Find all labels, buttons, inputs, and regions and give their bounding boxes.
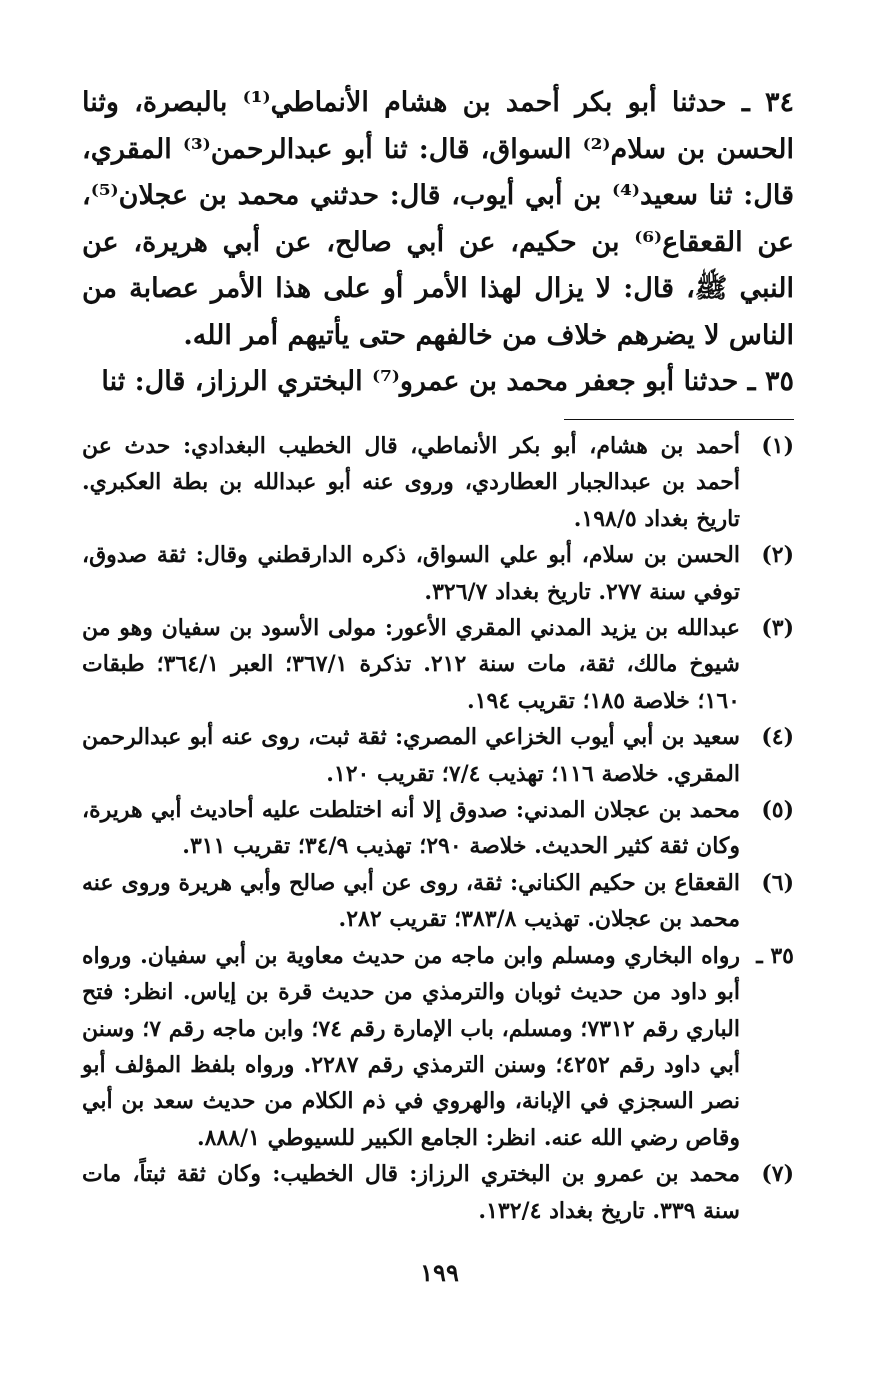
- footnote-item: [82, 1156, 794, 1229]
- footnote-text: سعيد بن أبي أيوب الخزاعي المصري: ثقة ثبت، روى عنه أبو عبدالرحمن المقري. خلاصة ١١٦؛ تهذيب ٧/٤؛ تقريب ١٢٠.: [82, 724, 740, 787]
- footnote-text: الحسن بن سلام، أبو علي السواق، ذكره الدارقطني وقال: ثقة صدوق، توفي سنة ٢٧٧. تاريخ بغداد ٣٢٦/٧.: [82, 542, 740, 605]
- hadith-34-paragraph: ٣٤ ـ حدثنا أبو بكر أحمد بن هشام الأنماطي⁽¹⁾ بالبصرة، وثنا الحسن بن سلام⁽²⁾ السواق، قال: ثنا أبو عبدالرحمن⁽³⁾ المقري، قال: ثنا سعيد⁽⁴⁾ بن أبي أيوب، قال: حدثني محمد بن عجلان⁽⁵⁾، عن القعقاع⁽⁶⁾ بن حكيم، عن أبي صالح، عن أبي هريرة، عن النبي ﷺ، قال: لا يزال لهذا الأمر أو على هذا الأمر عصابة من الناس لا يضرهم خلاف من خالفهم حتى يأتيهم أمر الله.: [82, 87, 794, 351]
- footnote-text: أحمد بن هشام، أبو بكر الأنماطي، قال الخطيب البغدادي: حدث عن أحمد بن عبدالجبار العطاردي، وروى عنه أبو عبدالله بن بطة العكبري. تاريخ بغداد ١٩٨/٥.: [82, 433, 740, 532]
- footnote-number: (٣): [761, 615, 794, 642]
- footnote-item: [82, 792, 794, 865]
- footnote-item: [82, 719, 794, 792]
- footnotes: [82, 428, 794, 1229]
- footnote-item: [82, 610, 794, 719]
- footnote-text: محمد بن عمرو بن البختري الرزاز: قال الخطيب: وكان ثقة ثبتاً، مات سنة ٣٣٩. تاريخ بغداد ١٣٢/٤.: [82, 1161, 740, 1224]
- footnote-item: [82, 428, 794, 537]
- footnote-number: (٦): [761, 869, 794, 896]
- footnote-number: (٧): [761, 1161, 794, 1188]
- page-number: ١٩٩: [420, 1258, 459, 1287]
- footnote-number: (٥): [761, 797, 794, 824]
- hadith-35-paragraph: ٣٥ ـ حدثنا أبو جعفر محمد بن عمرو⁽⁷⁾ البختري الرزاز، قال: ثنا: [101, 366, 794, 397]
- footnote-text: القعقاع بن حكيم الكناني: ثقة، روى عن أبي صالح وأبي هريرة وروى عنه محمد بن عجلان. تهذيب ٣٨٣/٨؛ تقريب ٢٨٢.: [82, 869, 740, 933]
- footnote-number: (١): [761, 433, 794, 459]
- footnote-item: [82, 537, 794, 610]
- main-text: [82, 80, 794, 406]
- footnote-text: عبدالله بن يزيد المدني المقري الأعور: مولى الأسود بن سفيان وهو من شيوخ مالك، ثقة، مات سنة ٢١٢. تذكرة ٣٦٧/١؛ العبر ٣٦٤/١؛ طبقات ١٦٠؛ خلاصة ١٨٥؛ تقريب ١٩٤.: [82, 615, 740, 714]
- footnote-number: (٤): [761, 724, 794, 751]
- footnote-text: رواه البخاري ومسلم وابن ماجه من حديث معاوية بن أبي سفيان. ورواه أبو داود من حديث ثوبان والترمذي من حديث قرة بن إياس. انظر: فتح الباري رقم ٧٣١٢؛ ومسلم، باب الإمارة رقم ٧٤؛ وابن ماجه رقم ٧؛ وسنن أبي داود رقم ٤٢٥٢؛ وسنن الترمذي رقم ٢٢٨٧. ورواه بلفظ المؤلف أبو نصر السجزي في الإبانة، والهروي في ذم الكلام من حديث سعد بن أبي وقاص رضي الله عنه. انظر: الجامع الكبير للسيوطي ٨٨٨/١.: [82, 942, 741, 1151]
- footnote-item: [82, 865, 794, 938]
- footnote-divider: [564, 419, 794, 420]
- footnote-number: (٢): [761, 542, 794, 569]
- footnote-item: [82, 938, 794, 1156]
- footnote-number: ٣٥ ـ: [756, 942, 794, 969]
- footnote-text: محمد بن عجلان المدني: صدوق إلا أنه اختلطت عليه أحاديث أبي هريرة، وكان ثقة كثير الحديث. خلاصة ٢٩٠؛ تهذيب ٣٤/٩؛ تقريب ٣١١.: [82, 797, 740, 860]
